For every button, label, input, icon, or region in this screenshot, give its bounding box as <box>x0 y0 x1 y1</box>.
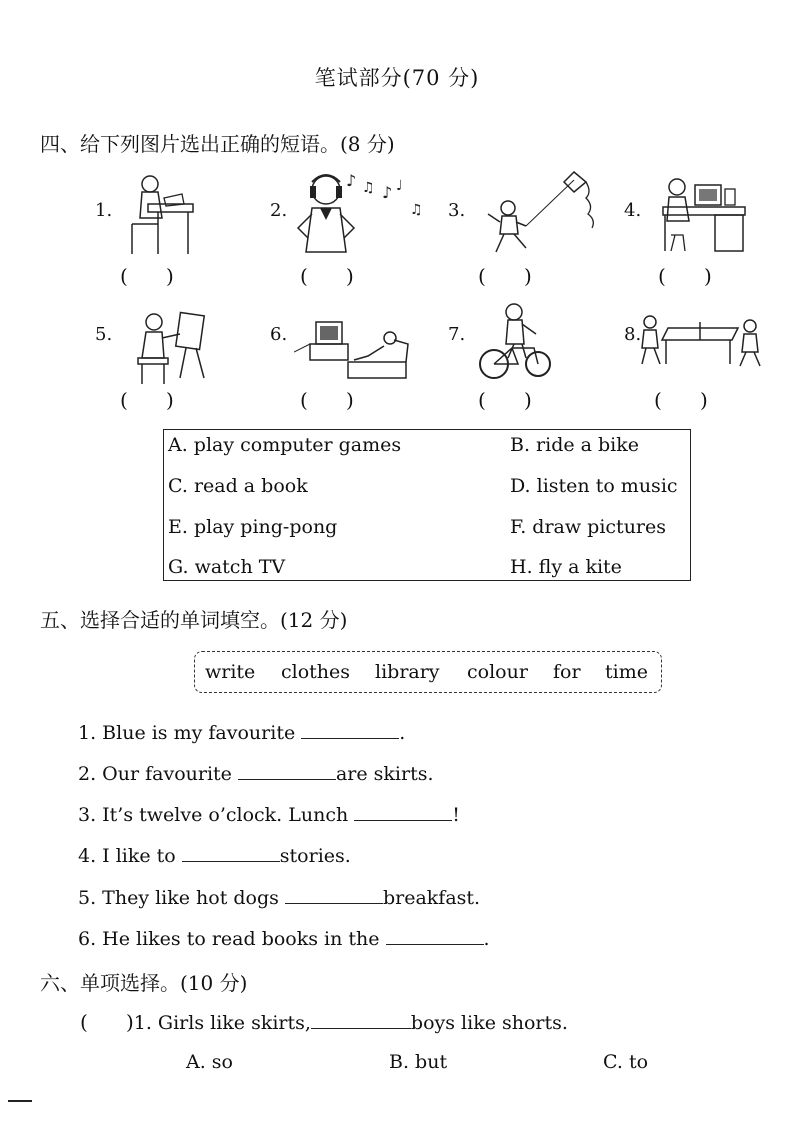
answer-paren[interactable]: ( ) <box>120 264 174 288</box>
svg-text:♪: ♪ <box>382 183 393 202</box>
option-c: C. read a book <box>168 475 308 497</box>
choice-c[interactable]: C. to <box>603 1051 649 1073</box>
answer-paren[interactable]: ( ) <box>300 388 354 412</box>
kids-ping-pong-picture <box>640 312 764 370</box>
word-bank-item: clothes <box>281 661 351 683</box>
sentence-text: 1. Blue is my favourite <box>78 722 302 744</box>
item-number: 1. <box>95 200 113 221</box>
option-b: B. ride a bike <box>510 434 640 456</box>
fill-sentence <box>78 761 434 785</box>
question-text: boys like shorts. <box>410 1012 568 1034</box>
page-title: 笔试部分(70 分) <box>314 66 480 90</box>
item-number: 5. <box>95 324 113 345</box>
sentence-text: breakfast. <box>382 887 481 909</box>
answer-paren[interactable]: ( ) <box>120 388 174 412</box>
option-g: G. watch TV <box>168 556 286 578</box>
girl-watching-tv-picture <box>294 316 414 380</box>
section-4-heading: 四、给下列图片选出正确的短语。(8 分) <box>40 132 395 156</box>
answer-paren[interactable]: ( ) <box>300 264 354 288</box>
answer-paren[interactable]: ( ) <box>654 388 708 412</box>
answer-paren[interactable]: ( ) <box>80 1010 134 1034</box>
answer-paren[interactable]: ( ) <box>658 264 712 288</box>
boy-riding-bike-picture <box>478 300 553 382</box>
option-a: A. play computer games <box>168 434 402 456</box>
fill-sentence <box>78 926 490 950</box>
options-table <box>163 429 691 581</box>
word-bank-item: time <box>605 661 648 683</box>
boy-reading-book-picture <box>118 168 198 258</box>
sentence-text: . <box>399 722 406 744</box>
boy-listening-music-picture <box>294 168 429 258</box>
sentence-text: are skirts. <box>335 763 434 785</box>
sentence-text: ! <box>452 804 460 826</box>
answer-paren[interactable]: ( ) <box>478 388 532 412</box>
svg-text:♪: ♪ <box>346 171 357 190</box>
boy-playing-computer-picture <box>655 175 750 255</box>
item-number: 3. <box>448 200 466 221</box>
answer-blank[interactable] <box>386 926 484 945</box>
word-bank-item: for <box>553 661 581 683</box>
sentence-text: stories. <box>279 845 351 867</box>
fill-sentence <box>78 885 480 909</box>
sentence-text: 4. I like to <box>78 845 182 867</box>
answer-blank[interactable] <box>285 885 383 904</box>
choice-question <box>80 1010 568 1034</box>
item-number: 6. <box>270 324 288 345</box>
sentence-text: 3. It’s twelve o’clock. Lunch <box>78 804 355 826</box>
svg-text:♫: ♫ <box>362 180 375 196</box>
word-bank <box>194 651 662 693</box>
item-number: 8. <box>624 324 642 345</box>
word-bank-item: colour <box>467 661 528 683</box>
section-5-heading: 五、选择合适的单词填空。(12 分) <box>40 608 348 632</box>
boy-flying-kite-picture <box>482 168 607 258</box>
answer-blank[interactable] <box>182 843 280 862</box>
sentence-text: . <box>483 928 490 950</box>
answer-blank[interactable] <box>354 802 452 821</box>
girl-drawing-picture <box>130 308 210 388</box>
svg-text:♩: ♩ <box>396 178 403 194</box>
fill-sentence <box>78 720 405 744</box>
option-e: E. play ping-pong <box>168 516 338 538</box>
sentence-text: 5. They like hot dogs <box>78 887 285 909</box>
sentence-text: 2. Our favourite <box>78 763 238 785</box>
choice-a[interactable]: A. so <box>186 1051 233 1073</box>
word-bank-item: write <box>205 661 256 683</box>
option-f: F. draw pictures <box>510 516 667 538</box>
choice-b[interactable]: B. but <box>389 1051 448 1073</box>
item-number: 4. <box>624 200 642 221</box>
answer-paren[interactable]: ( ) <box>478 264 532 288</box>
page-edge-mark <box>8 1100 32 1102</box>
question-text: 1. Girls like skirts, <box>133 1012 311 1034</box>
word-bank-item: library <box>375 661 440 683</box>
fill-sentence <box>78 802 460 826</box>
section-6-heading: 六、单项选择。(10 分) <box>40 971 248 995</box>
answer-blank[interactable] <box>238 761 336 780</box>
fill-sentence <box>78 843 351 867</box>
svg-text:♫: ♫ <box>410 202 423 218</box>
answer-blank[interactable] <box>311 1010 411 1029</box>
option-h: H. fly a kite <box>510 556 622 578</box>
answer-blank[interactable] <box>301 720 399 739</box>
item-number: 7. <box>448 324 466 345</box>
sentence-text: 6. He likes to read books in the <box>78 928 386 950</box>
item-number: 2. <box>270 200 288 221</box>
option-d: D. listen to music <box>510 475 678 497</box>
